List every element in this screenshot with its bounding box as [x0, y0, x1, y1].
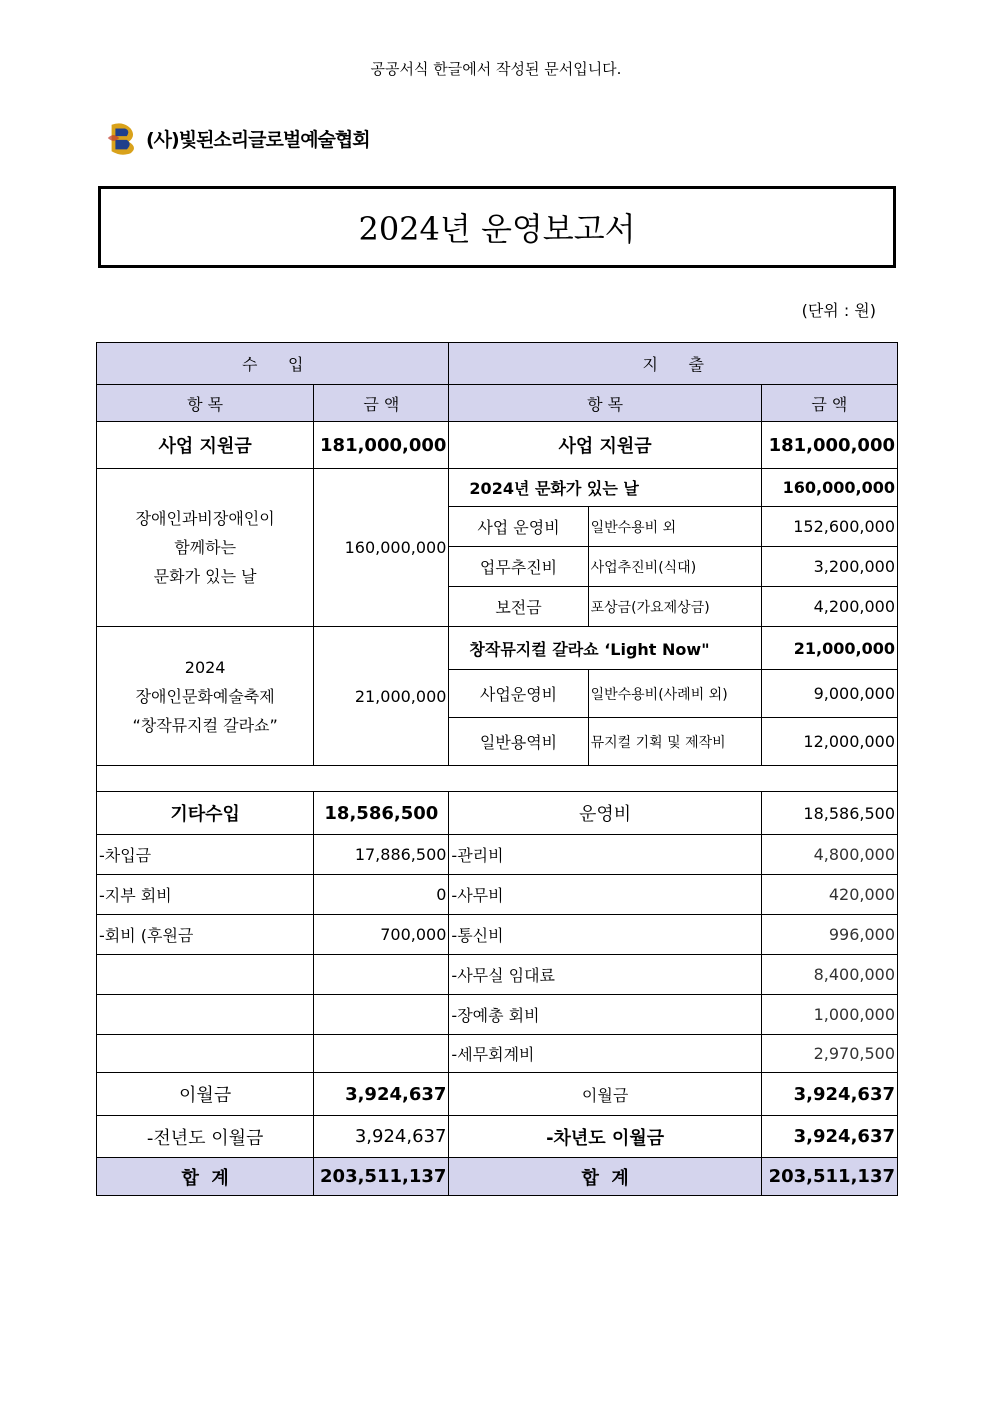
table-cell: 보전금	[449, 587, 588, 627]
table-cell: 사업 지원금	[449, 422, 761, 469]
table-cell: 사업 지원금	[97, 422, 314, 469]
table-cell: 18,586,500	[761, 792, 897, 835]
report-table	[96, 342, 898, 1196]
table-cell: 일반수용비 외	[588, 507, 761, 547]
table-cell	[314, 995, 449, 1035]
table-cell	[97, 1035, 314, 1073]
table-cell: 3,924,637	[761, 1116, 897, 1158]
org-logo	[104, 118, 370, 158]
table-cell	[314, 1035, 449, 1073]
table-cell: -전년도 이월금	[97, 1116, 314, 1158]
table-cell: 1,000,000	[761, 995, 897, 1035]
table-cell: 700,000	[314, 915, 449, 955]
table-cell: 17,886,500	[314, 835, 449, 875]
table-cell: -통신비	[449, 915, 761, 955]
table-cell	[97, 995, 314, 1035]
table-cell: 사업운영비	[449, 670, 588, 718]
total-label-expense: 합 계	[449, 1158, 761, 1196]
table-cell: 업무추진비	[449, 547, 588, 587]
table-cell: 996,000	[761, 915, 897, 955]
table-cell: 21,000,000	[761, 627, 897, 670]
total-amount-expense: 203,511,137	[761, 1158, 897, 1196]
table-cell: 181,000,000	[314, 422, 449, 469]
table-cell: 9,000,000	[761, 670, 897, 718]
table-cell: 창작뮤지컬 갈라쇼 ‘Light Now"	[449, 627, 761, 670]
total-amount-income: 203,511,137	[314, 1158, 449, 1196]
cell-line: “창작뮤지컬 갈라쇼”	[132, 715, 278, 735]
cell-line: 문화가 있는 날	[153, 567, 257, 586]
table-cell: 21,000,000	[314, 627, 449, 766]
table-cell: 160,000,000	[761, 469, 897, 507]
table-cell: 152,600,000	[761, 507, 897, 547]
table-cell: -세무회계비	[449, 1035, 761, 1073]
table-cell: 기타수입	[97, 792, 314, 835]
table-cell: 사업 운영비	[449, 507, 588, 547]
table-cell: -장예총 회비	[449, 995, 761, 1035]
table-cell: 8,400,000	[761, 955, 897, 995]
expense-header: 지 출	[449, 343, 898, 385]
table-cell: -차입금	[97, 835, 314, 875]
table-cell: 사업추진비(식대)	[588, 547, 761, 587]
table-cell: 3,924,637	[761, 1073, 897, 1116]
income-item-header: 항 목	[97, 385, 314, 422]
table-cell	[97, 627, 314, 766]
table-cell: 12,000,000	[761, 718, 897, 766]
title-box	[98, 186, 896, 268]
table-cell: -사무비	[449, 875, 761, 915]
table-cell: 420,000	[761, 875, 897, 915]
unit-note: (단위 : 원)	[801, 301, 876, 320]
table-cell: -지부 회비	[97, 875, 314, 915]
table-cell	[97, 955, 314, 995]
table-cell: -차년도 이월금	[449, 1116, 761, 1158]
expense-item-header: 항 목	[449, 385, 761, 422]
table-cell: 2,970,500	[761, 1035, 897, 1073]
table-cell	[97, 469, 314, 627]
table-cell: 160,000,000	[314, 469, 449, 627]
document-notice: 공공서식 한글에서 작성된 문서입니다.	[370, 60, 622, 78]
table-cell: 0	[314, 875, 449, 915]
expense-amount-header: 금 액	[761, 385, 897, 422]
income-amount-header: 금 액	[314, 385, 449, 422]
table-cell: 3,924,637	[314, 1116, 449, 1158]
table-cell: 일반수용비(사례비 외)	[588, 670, 761, 718]
table-cell: 이월금	[97, 1073, 314, 1116]
table-cell: -사무실 임대료	[449, 955, 761, 995]
table-cell: 이월금	[449, 1073, 761, 1116]
table-cell: 4,800,000	[761, 835, 897, 875]
cell-line: 함께하는	[174, 538, 237, 557]
table-cell: 3,200,000	[761, 547, 897, 587]
page-title: 2024년 운영보고서	[358, 210, 636, 248]
table-cell: -회비 (후원금	[97, 915, 314, 955]
table-cell: 181,000,000	[761, 422, 897, 469]
table-cell: 18,586,500	[314, 792, 449, 835]
table-cell: 운영비	[449, 792, 761, 835]
org-name: (사)빛된소리글로벌예술협회	[146, 128, 370, 151]
table-cell: 일반용역비	[449, 718, 588, 766]
income-header: 수 입	[97, 343, 449, 385]
table-cell	[314, 955, 449, 995]
cell-line: 장애인문화예술축제	[135, 686, 275, 706]
cell-line: 2024	[184, 657, 226, 677]
table-cell: 포상금(가요제상금)	[588, 587, 761, 627]
table-cell: 4,200,000	[761, 587, 897, 627]
table-cell: -관리비	[449, 835, 761, 875]
table-cell: 3,924,637	[314, 1073, 449, 1116]
cell-line: 장애인과비장애인이	[135, 509, 275, 528]
total-label-income: 합 계	[97, 1158, 314, 1196]
logo-emblem-icon	[104, 119, 142, 157]
table-cell: 2024년 문화가 있는 날	[449, 469, 761, 507]
spacer-row	[97, 766, 898, 792]
table-cell: 뮤지컬 기획 및 제작비	[588, 718, 761, 766]
